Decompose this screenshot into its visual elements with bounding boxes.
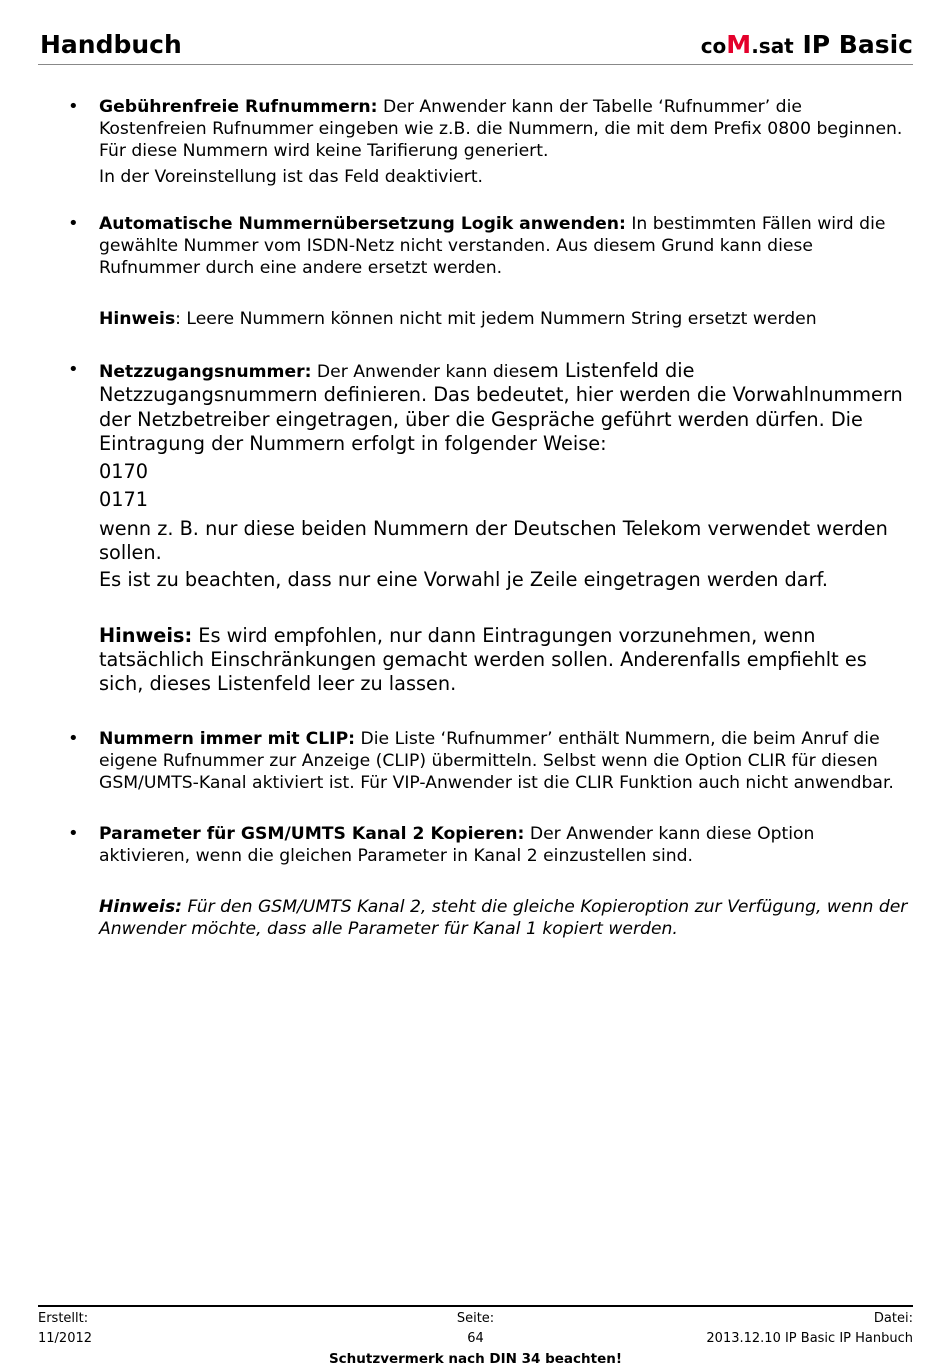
product-name: IP Basic xyxy=(802,30,913,59)
list-item xyxy=(66,359,911,593)
item-label: Automatische Nummernübersetzung Logik anwenden: xyxy=(99,214,626,234)
note-paragraph: Hinweis: Leere Nummern können nicht mit jedem Nummern String ersetzt werden xyxy=(99,309,817,329)
item-extra-paragraph: In der Voreinstellung ist das Feld deaktiviert. xyxy=(99,167,484,187)
document-body xyxy=(66,96,911,940)
file-label: Datei: xyxy=(873,1311,913,1326)
list-item xyxy=(66,728,911,794)
document-title: Handbuch xyxy=(40,30,182,59)
page-label: Seite: xyxy=(456,1311,495,1326)
bullet-icon: • xyxy=(68,359,79,380)
item-paragraph: Netzzugangsnummer: Der Anwender kann diesem Listenfeld die Netzzugangsnummern definieren. Das bedeutet, hier werden die Vorwahlnummern der Netzbetreiber eingetragen, über die Gespräche geführt werden dürfen. Die Eintragung der Nummern erfolgt in folgender Weise: xyxy=(99,359,903,455)
bullet-icon: • xyxy=(68,727,79,749)
file-value: 2013.12.10 IP Basic IP Hanbuch xyxy=(706,1331,913,1346)
page-header xyxy=(38,28,913,65)
item-label: Gebührenfreie Rufnummern: xyxy=(99,97,378,117)
note-label: Hinweis: xyxy=(99,896,183,917)
list-item xyxy=(66,213,911,279)
page-number: 64 xyxy=(467,1331,484,1346)
created-value: 11/2012 xyxy=(38,1331,93,1346)
item-label: Nummern immer mit CLIP: xyxy=(99,728,356,749)
created-label: Erstellt: xyxy=(38,1311,89,1326)
bullet-icon: • xyxy=(68,822,79,844)
note-label: Hinweis xyxy=(99,309,176,329)
note-paragraph: Hinweis: Für den GSM/UMTS Kanal 2, steht die gleiche Kopieroption zur Verfügung, wenn der Anwender möchte, dass alle Parameter für Kanal 1 kopiert werden. xyxy=(99,896,908,939)
code-line: 0170 xyxy=(99,460,149,484)
item-extra-paragraph: wenn z. B. nur diese beiden Nummern der Deutschen Telekom verwendet werden sollen. xyxy=(99,516,888,565)
bullet-icon: • xyxy=(68,213,79,234)
item-paragraph: Gebührenfreie Rufnummern: Der Anwender kann der Tabelle ‘Rufnummer’ die Kostenfreien Rufnummer eingeben wie z.B. die Nummern, die mit dem Prefix 0800 beginnen. Für diese Nummern wird keine Tarifierung generiert. xyxy=(99,97,903,161)
list-item xyxy=(66,96,911,188)
item-label: Parameter für GSM/UMTS Kanal 2 Kopieren: xyxy=(99,823,525,844)
note-label: Hinweis: xyxy=(99,623,193,647)
item-rule-paragraph: Es ist zu beachten, dass nur eine Vorwahl je Zeile eingetragen werden darf. xyxy=(99,568,829,592)
page-footer xyxy=(38,1305,913,1367)
protection-notice: Schutzvermerk nach DIN 34 beachten! xyxy=(328,1351,623,1367)
code-line: 0171 xyxy=(99,488,149,512)
item-paragraph: Parameter für GSM/UMTS Kanal 2 Kopieren: Der Anwender kann diese Option aktivieren, wenn die gleichen Parameter in Kanal 2 einzustellen sind. xyxy=(99,823,815,866)
list-item xyxy=(66,823,911,867)
note-paragraph: Hinweis: Es wird empfohlen, nur dann Eintragungen vorzunehmen, wenn tatsächlich Einschränkungen gemacht werden sollen. Anderenfalls empfiehlt es sich, dieses Listenfeld leer zu lassen. xyxy=(99,623,867,696)
item-paragraph: Automatische Nummernübersetzung Logik anwenden: In bestimmten Fällen wird die gewählte Nummer vom ISDN-Netz nicht verstanden. Aus diesem Grund kann diese Rufnummer durch eine andere ersetzt werden. xyxy=(99,214,886,278)
bullet-icon: • xyxy=(68,96,79,117)
item-paragraph: Nummern immer mit CLIP: Die Liste ‘Rufnummer’ enthält Nummern, die beim Anruf die eigene Rufnummer zur Anzeige (CLIP) übermitteln. Selbst wenn die Option CLIR für diesen GSM/UMTS-Kanal aktiviert ist. Für VIP-Anwender ist die CLIR Funktion auch nicht anwendbar. xyxy=(99,728,894,793)
item-label: Netzzugangsnummer: xyxy=(99,362,312,382)
brand-logo: coM.sat IP Basic xyxy=(700,30,913,59)
